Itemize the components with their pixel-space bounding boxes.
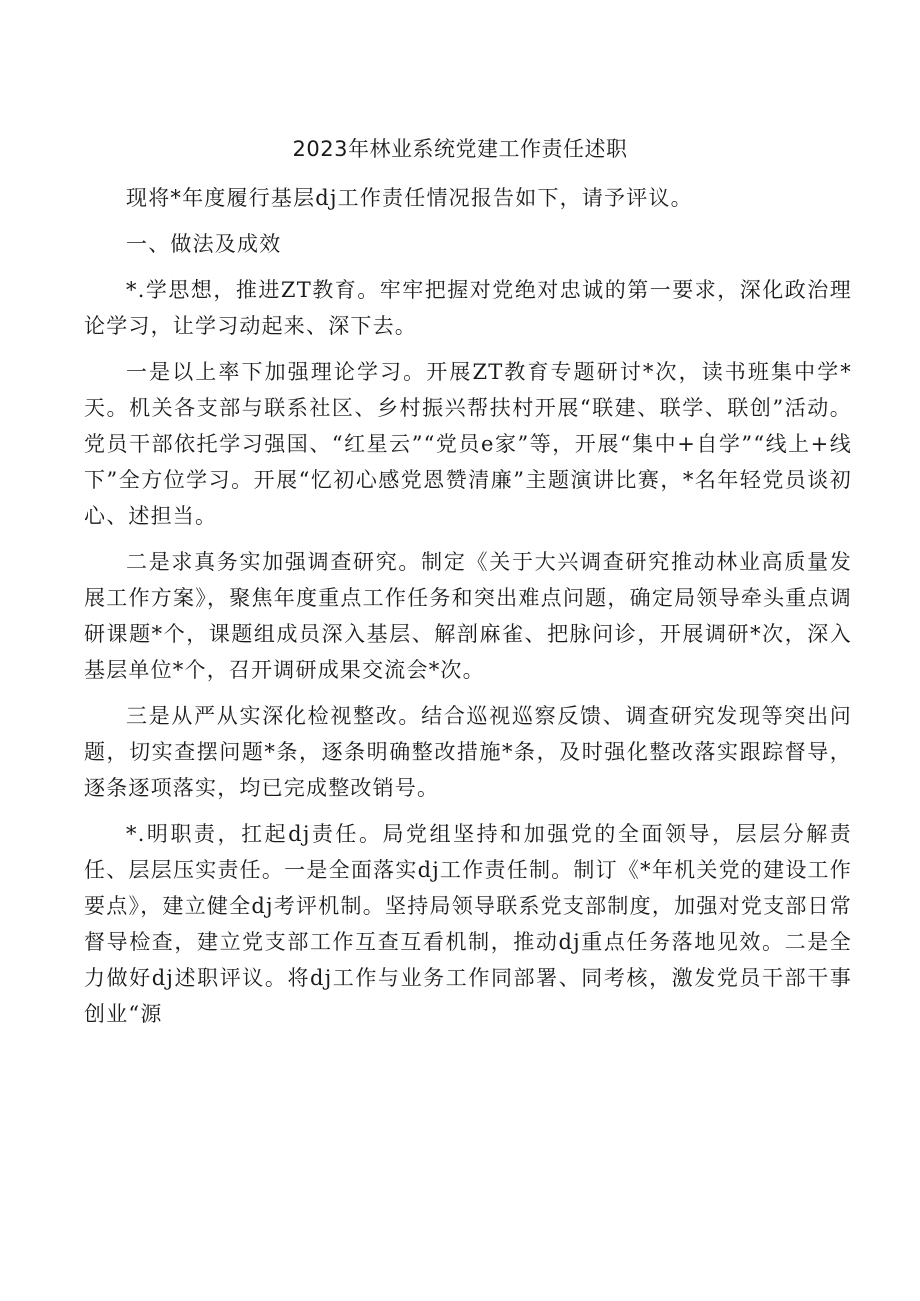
paragraph-theory-study: 一是以上率下加强理论学习。开展ZT教育专题研讨*次，读书班集中学*天。机关各支部与联系社区、乡村振兴帮扶村开展“联建、联学、联创”活动。党员干部依托学习强国、“红星云”“党员e家”等，开展“集中+自学”“线上+线下”全方位学习。开展“忆初心感党恩赞清廉”主题演讲比赛，*名年轻党员谈初心、述担当。 (84, 360, 852, 528)
document-title: 2023年林业系统党建工作责任述职 (292, 137, 628, 161)
paragraph-rectification: 三是从严从实深化检视整改。结合巡视巡察反馈、调查研究发现等突出问题，切实查摆问题*条，逐条明确整改措施*条，及时强化整改落实跟踪督导，逐条逐项落实，均已完成整改销号。 (84, 704, 852, 800)
section-heading-practices: 一、做法及成效 (126, 232, 282, 256)
document-body (84, 180, 852, 1042)
paragraph-intro: 现将*年度履行基层dj工作责任情况报告如下，请予评议。 (126, 186, 693, 210)
paragraph-study-thought: *.学思想，推进ZT教育。牢牢把握对党绝对忠诚的第一要求，深化政治理论学习，让学习动起来、深下去。 (84, 278, 852, 338)
paragraph-responsibility: *.明职责，扛起dj责任。局党组坚持和加强党的全面领导，层层分解责任、层层压实责任。一是全面落实dj工作责任制。制订《*年机关党的建设工作要点》，建立健全dj考评机制。坚持局领导联系党支部制度，加强对党支部日常督导检查，建立党支部工作互查互看机制，推动dj重点任务落地见效。二是全力做好dj述职评议。将dj工作与业务工作同部署、同考核，激发党员干部干事创业“源 (84, 822, 852, 1026)
paragraph-investigation: 二是求真务实加强调查研究。制定《关于大兴调查研究推动林业高质量发展工作方案》，聚焦年度重点工作任务和突出难点问题，确定局领导牵头重点调研课题*个，课题组成员深入基层、解剖麻雀、把脉问诊，开展调研*次，深入基层单位*个，召开调研成果交流会*次。 (84, 550, 852, 682)
